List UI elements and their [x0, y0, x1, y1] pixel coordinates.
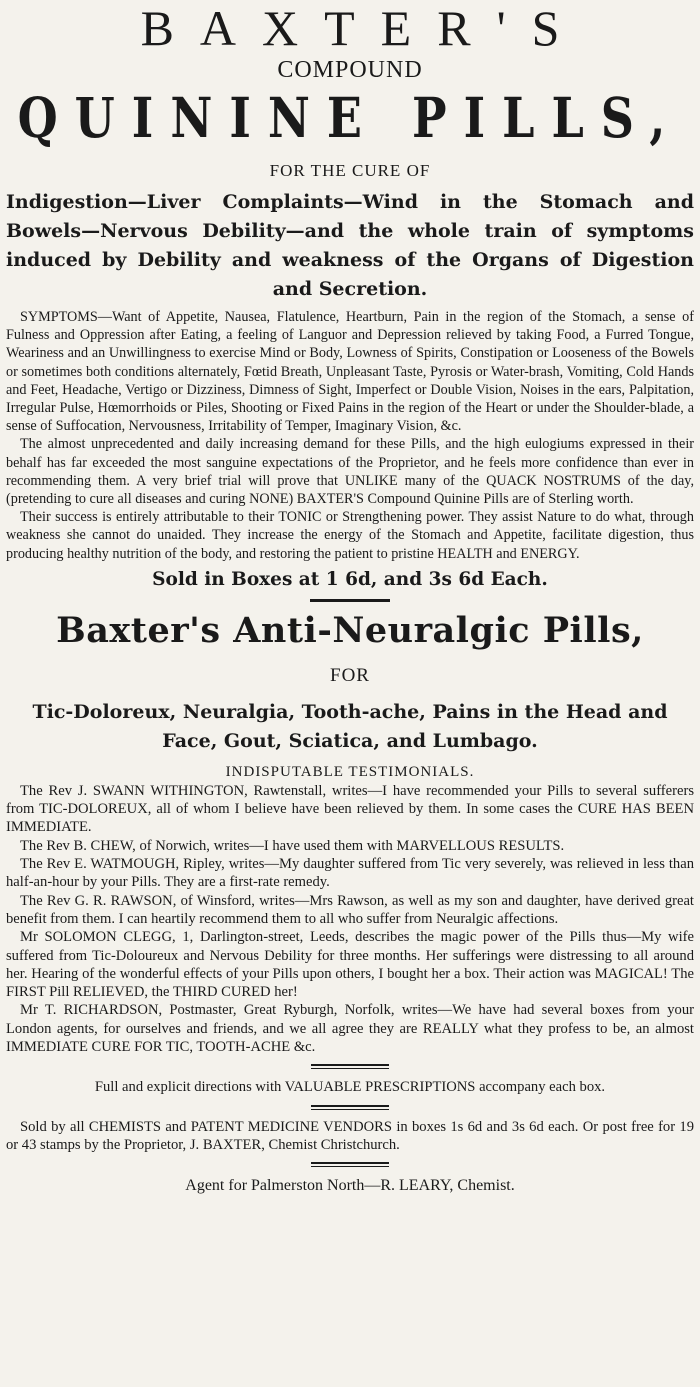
conditions-heading: Tic-Doloreux, Neuralgia, Tooth-ache, Pains in the Head and Face, Gout, Sciatica, and Lumbago.	[32, 700, 668, 752]
agent-line: Agent for Palmerston North—R. LEARY, Chemist.	[185, 1177, 515, 1195]
testimonial: The Rev G. R. RAWSON, of Winsford, writes—Mrs Rawson, as well as my son and daughter, have derived great benefit from them. I can heartily recommend them to all who suffer from Neuralgic affections.	[6, 892, 694, 927]
footer-divider	[311, 1064, 389, 1069]
symptoms-paragraph: SYMPTOMS—Want of Appetite, Nausea, Flatulence, Heartburn, Pain in the region of the Stomach, a sense of Fulness and Oppression after Eating, a feeling of Languor and Depression relieved by taking Food, a Furred Tongue, Weariness and an Unwillingness to exercise Mind or Body, Lowness of Spirits, Constipation or Looseness of the Bowels or sometimes both conditions alternately, Fœtid Breath, Unpleasant Taste, Pyrosis or Water-brash, Vomiting, Cold Hands and Feet, Headache, Vertigo or Dizziness, Dimness of Sight, Imperfect or Double Vision, Noises in the ears, Palpitation, Irregular Pulse, Hœmorrhoids or Piles, Shooting or Fixed Pains in the region of the Heart or under the Shoulder-blade, a sense of Suffocation, Nervousness, Irritability of Temper, Imaginary Vision, &c.	[6, 309, 694, 435]
footer-divider	[311, 1105, 389, 1110]
testimonial: The Rev J. SWANN WITHINGTON, Rawtenstall, writes—I have recommended your Pills to several sufferers from TIC-DOLOREUX, all of whom I believe have been relieved by them. In some cases the CURE HAS BEEN IMMEDIATE.	[6, 782, 694, 836]
testimonial: Mr T. RICHARDSON, Postmaster, Great Ryburgh, Norfolk, writes—We have had several boxes from your London agents, for ourselves and friends, and we all agree they are REALLY what they profess to be, an almost IMMEDIATE CURE FOR TIC, TOOTH-ACHE &c.	[6, 1002, 694, 1055]
ailments-heading: Indigestion—Liver Complaints—Wind in the Stomach and Bowels—Nervous Debility—and the whole train of symptoms induced by Debility and weakness of the Organs of Digestion and Secretion.	[6, 191, 694, 300]
testimonial: The Rev B. CHEW, of Norwich, writes—I have used them with MARVELLOUS RESULTS.	[20, 837, 565, 854]
testimonial: The Rev E. WATMOUGH, Ripley, writes—My daughter suffered from Tic very severely, was relieved in less than half-an-hour by your Pills. They are a first-rate remedy.	[6, 856, 694, 891]
price-line: Sold in Boxes at 1 6d, and 3s 6d Each.	[152, 568, 548, 590]
brand-title: BAXTER'S	[140, 0, 586, 56]
section-divider	[310, 599, 390, 602]
for-label: FOR	[330, 664, 370, 686]
product-title: QUININE PILLS,	[17, 85, 683, 151]
success-paragraph: Their success is entirely attributable to their TONIC or Strengthening power. They assist Nature to do what, through weakness she cannot do unaided. They increase the energy of the Stomach and Appetite, facilitate digestion, thus producing healthy nutrition of the body, and restoring the patient to pristine HEALTH and ENERGY.	[6, 509, 694, 562]
footer-divider	[311, 1162, 389, 1167]
demand-paragraph: The almost unprecedented and daily increasing demand for these Pills, and the high eulogiums expressed in their behalf has far exceeded the most sanguine expectations of the Proprietor, and he feels more confidence than ever in recommending them. A very brief trial will prove that UNLIKE many of the QUACK NOSTRUMS of the day, (pretending to cure all diseases and curing NONE) BAXTER'S Compound Quinine Pills are of Sterling worth.	[6, 436, 694, 508]
testimonials-heading: INDISPUTABLE TESTIMONIALS.	[225, 763, 475, 780]
compound-label: COMPOUND	[277, 57, 423, 83]
sold-by-paragraph: Sold by all CHEMISTS and PATENT MEDICINE VENDORS in boxes 1s 6d and 3s 6d each. Or post free for 19 or 43 stamps by the Proprietor, J. BAXTER, Chemist Christchurch.	[6, 1119, 694, 1154]
advertisement	[0, 2, 700, 1387]
directions-line: Full and explicit directions with VALUABLE PRESCRIPTIONS accompany each box.	[94, 1079, 606, 1096]
for-the-cure-label: FOR THE CURE OF	[269, 161, 431, 180]
testimonial: Mr SOLOMON CLEGG, 1, Darlington-street, Leeds, describes the magic power of the Pills thus—My wife suffered from Tic-Doloureux and Nervous Debility for three months. Her sufferings were distressing to all around her. Hearing of the wonderful effects of your Pills upon others, I bought her a box. Their action was MAGICAL! The FIRST Pill RELIEVED, the THIRD CURED her!	[6, 929, 694, 1001]
anti-neuralgic-title: Baxter's Anti-Neuralgic Pills,	[56, 609, 644, 651]
